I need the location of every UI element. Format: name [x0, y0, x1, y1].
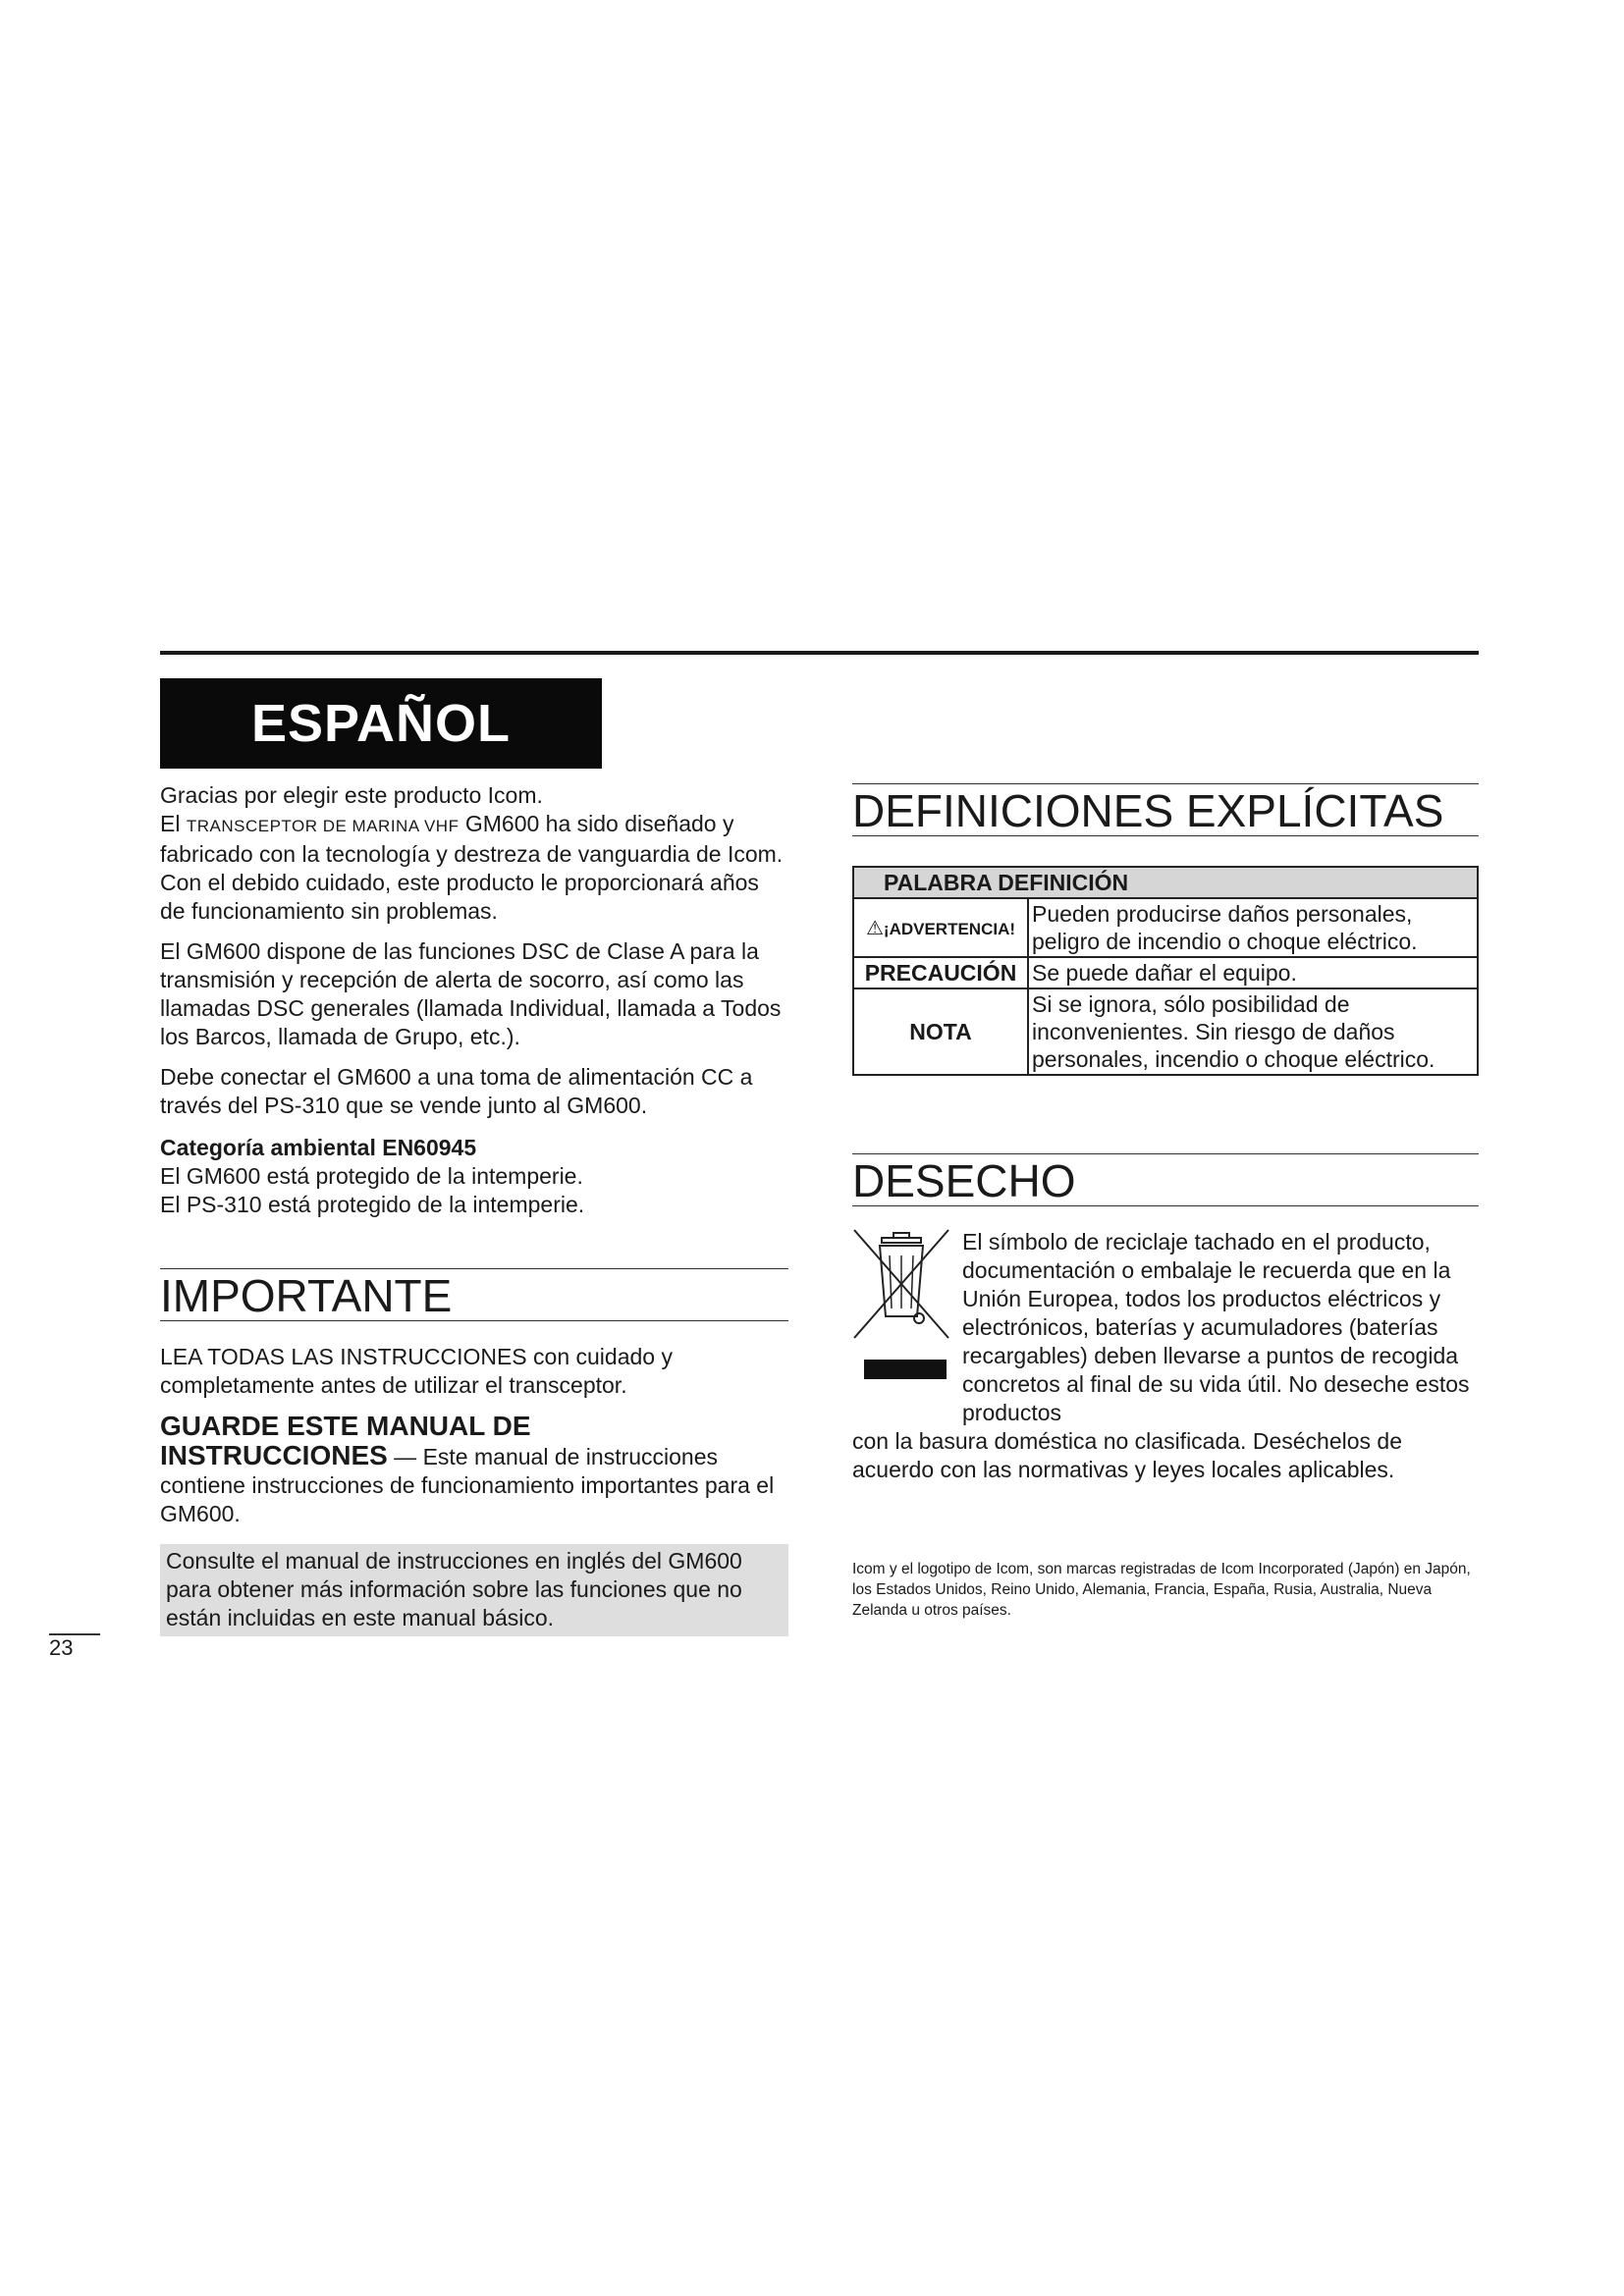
desecho-text-full: con la basura doméstica no clasificada. Deséchelos de acuerdo con las normativas y leyes locales aplicables.: [852, 1428, 1402, 1482]
word-advertencia: ¡ADVERTENCIA!: [883, 919, 1016, 938]
guarde-text: contiene instrucciones de funcionamiento importantes para el GM600.: [160, 1472, 775, 1526]
guarde-heading-2: INSTRUCCIONES: [160, 1440, 388, 1470]
read-instructions-text: LEA TODAS LAS INSTRUCCIONES con cuidado y completamente antes de utilizar el transceptor.: [160, 1344, 673, 1398]
importante-heading: IMPORTANTE: [160, 1268, 788, 1321]
def-cell-advertencia: Pueden producirse daños personales, peligro de incendio o choque eléctrico.: [1028, 898, 1478, 957]
crossed-bin-icon: [852, 1228, 950, 1385]
page-number: 23: [49, 1635, 74, 1660]
desecho-body: [852, 1228, 1479, 1427]
col-def-header: DEFINICIÓN: [998, 870, 1129, 895]
top-rule: [160, 651, 1479, 655]
word-nota: NOTA: [853, 988, 1028, 1075]
dsc-paragraph: El GM600 dispone de las funciones DSC de Clase A para la transmisión y recepción de alerta de socorro, así como las llamadas DSC generales (llamada Individual, llamada a Todos los Barcos, llamada de Grupo, etc.).: [160, 938, 782, 1049]
table-row: [853, 898, 1478, 957]
col-word-header: PALABRA: [884, 870, 992, 895]
definitions-table: [852, 866, 1479, 1076]
power-paragraph: Debe conectar el GM600 a una toma de alimentación CC a través del PS-310 que se vende junto al GM600.: [160, 1064, 753, 1118]
env-heading: Categoría ambiental EN60945: [160, 1135, 477, 1160]
intro-line-1: Gracias por elegir este producto Icom.: [160, 782, 543, 808]
guarde-text-inline: — Este manual de instrucciones: [387, 1444, 719, 1469]
table-row: [853, 957, 1478, 988]
warning-triangle-icon: ⚠: [865, 917, 884, 939]
env-line-2: El PS-310 está protegido de la intemperie.: [160, 1192, 585, 1217]
definiciones-heading: DEFINICIONES EXPLÍCITAS: [852, 783, 1479, 836]
def-cell-precaucion: Se puede dañar el equipo.: [1028, 957, 1478, 988]
intro-line-2-pre: El: [160, 811, 187, 836]
table-header-row: [853, 867, 1478, 898]
recycling-bin-crossed-icon: [852, 1228, 962, 1427]
desecho-text-wrapped: El símbolo de reciclaje tachado en el producto, documentación o embalaje le recuerda que en la Unión Europea, todos los productos eléctricos y electrónicos, baterías y acumuladores (baterías recargables) deben llevarse a puntos de recogida concretos al final de su vida útil. No deseche estos productos: [962, 1229, 1470, 1425]
definiciones-section: [852, 783, 1479, 1076]
intro-paragraph: [160, 810, 788, 926]
intro-line-2-post: GM600 ha sido diseñado y fabricado con la tecnología y destreza de vanguardia de Icom. Con el debido cuidado, este producto le proporcionará años de funcionamiento sin problemas.: [160, 811, 784, 924]
word-cell-advertencia: [853, 898, 1028, 957]
trademark-notice: Icom y el logotipo de Icom, son marcas registradas de Icom Incorporated (Japón) en Japón, los Estados Unidos, Reino Unido, Alemania, Francia, España, Rusia, Australia, Nueva Zelanda u otros países.: [852, 1561, 1471, 1619]
word-precaucion: PRECAUCIÓN: [853, 957, 1028, 988]
env-line-1: El GM600 está protegido de la intemperie.: [160, 1163, 583, 1189]
table-row: [853, 988, 1478, 1075]
def-cell-nota: Si se ignora, sólo posibilidad de inconvenientes. Sin riesgo de daños personales, incendio o choque eléctrico.: [1028, 988, 1478, 1075]
desecho-heading: DESECHO: [852, 1153, 1479, 1206]
desecho-section: [852, 1153, 1479, 1636]
english-manual-note: Consulte el manual de instrucciones en inglés del GM600 para obtener más información sobre las funciones que no están incluidas en este manual básico.: [160, 1544, 788, 1636]
language-heading: ESPAÑOL: [160, 678, 602, 769]
table-header: [853, 867, 1478, 898]
guarde-paragraph: [160, 1441, 788, 1471]
left-column: [160, 781, 788, 1636]
intro-product-name: TRANSCEPTOR DE MARINA VHF: [186, 817, 460, 835]
guarde-heading: GUARDE ESTE MANUAL DE: [160, 1411, 531, 1441]
